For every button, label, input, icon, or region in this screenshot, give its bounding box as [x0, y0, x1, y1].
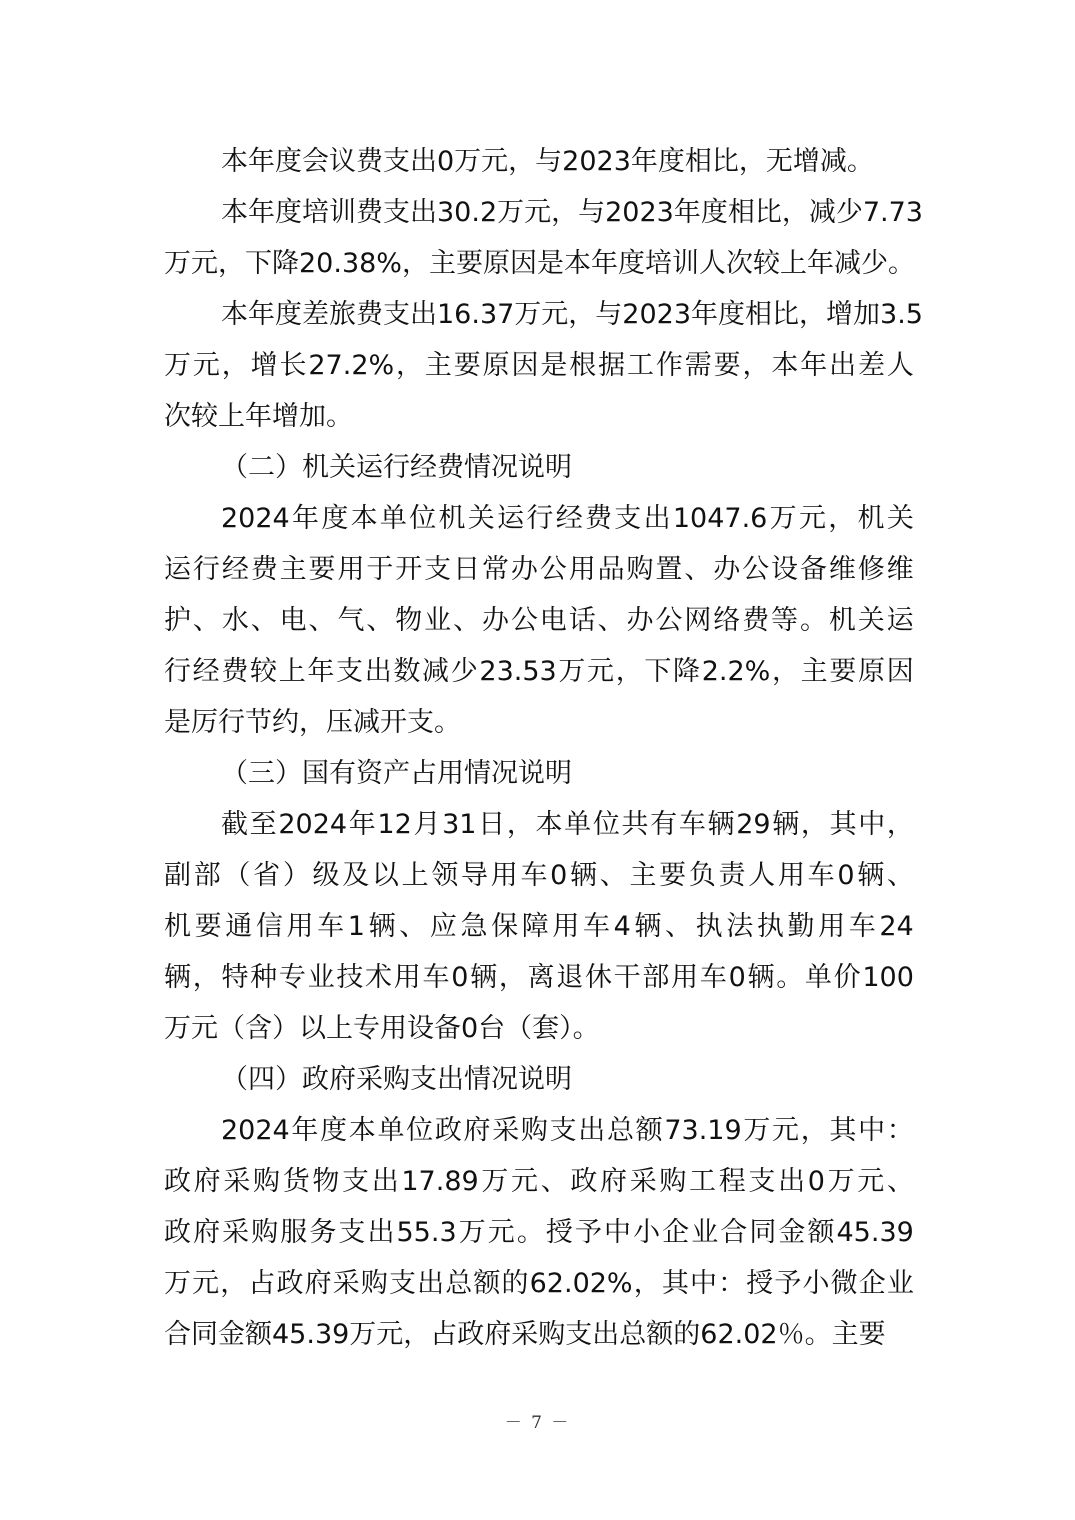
text-line: 万 元 ， 占 政 府 采 购 支 出 总 额 的 62.02% ， 其 中 ： 授 予 小 微 企 业: [164, 1268, 914, 1299]
text-line: 机 要 通 信 用 车 1 辆 、 应 急 保 障 用 车 4 辆 、 执 法 执 勤 用 车 24: [164, 911, 914, 942]
text-line: （二）机关运行经费情况说明: [221, 452, 572, 483]
text-line: 截 至 2024 年 12 月 31 日 ， 本 单 位 共 有 车 辆 29 辆 ， 其 中 ，: [221, 809, 914, 840]
document-body: [164, 136, 923, 1360]
text-line: 本 年 度 培 训 费 支 出 30.2 万 元 ， 与 2023 年 度 相 比 ， 减 少 7.73: [221, 197, 923, 228]
text-line: 2024 年 度 本 单 位 机 关 运 行 经 费 支 出 1047.6 万 元 ， 机 关: [221, 503, 914, 534]
text-line: 本年度会议费支出0万元，与2023年度相比，无增减。: [221, 146, 874, 177]
text-line: 2024 年 度 本 单 位 政 府 采 购 支 出 总 额 73.19 万 元 ， 其 中 ：: [221, 1115, 914, 1146]
text-line: 次较上年增加。: [164, 401, 353, 432]
text-line: 万元（含）以上专用设备0台（套）。: [164, 1013, 600, 1044]
paragraph: [164, 1105, 914, 1360]
paragraph: [164, 799, 914, 1054]
page-number: － 7 －: [504, 1413, 571, 1433]
text-line: 行 经 费 较 上 年 支 出 数 减 少 23.53 万 元 ， 下 降 2.2% ， 主 要 原 因: [164, 656, 914, 687]
section-heading: [164, 1054, 914, 1105]
text-line: 万 元 ， 增 长 27.2% ， 主 要 原 因 是 根 据 工 作 需 要 ， 本 年 出 差 人: [164, 350, 914, 381]
paragraph: [164, 187, 923, 289]
paragraph: [164, 289, 923, 442]
text-line: （三）国有资产占用情况说明: [221, 758, 572, 789]
section-heading: [164, 748, 914, 799]
text-line: 政 府 采 购 服 务 支 出 55.3 万 元 。 授 予 中 小 企 业 合 同 金 额 45.39: [164, 1217, 914, 1248]
text-line: 运 行 经 费 主 要 用 于 开 支 日 常 办 公 用 品 购 置 、 办 公 设 备 维 修 维: [164, 554, 914, 585]
text-line: 是厉行节约，压减开支。: [164, 707, 461, 738]
text-line: 副 部 （ 省 ） 级 及 以 上 领 导 用 车 0 辆 、 主 要 负 责 人 用 车 0 辆 、: [164, 860, 914, 891]
text-line: 政 府 采 购 货 物 支 出 17.89 万 元 、 政 府 采 购 工 程 支 出 0 万 元 、: [164, 1166, 914, 1197]
text-line: 护 、 水 、 电 、 气 、 物 业 、 办 公 电 话 、 办 公 网 络 费 等 。 机 关 运: [164, 605, 914, 636]
text-line: 合同金额45.39万元，占政府采购支出总额的62.02％。主要: [164, 1319, 886, 1350]
text-line: 本 年 度 差 旅 费 支 出 16.37 万 元 ， 与 2023 年 度 相 比 ， 增 加 3.5: [221, 299, 923, 330]
section-heading: [164, 442, 914, 493]
paragraph: [164, 136, 914, 187]
text-line: （四）政府采购支出情况说明: [221, 1064, 572, 1095]
text-line: 辆 ， 特 种 专 业 技 术 用 车 0 辆 ， 离 退 休 干 部 用 车 0 辆 。 单 价 100: [164, 962, 914, 993]
text-line: 万元，下降20.38%，主要原因是本年度培训人次较上年减少。: [164, 248, 915, 279]
paragraph: [164, 493, 914, 748]
